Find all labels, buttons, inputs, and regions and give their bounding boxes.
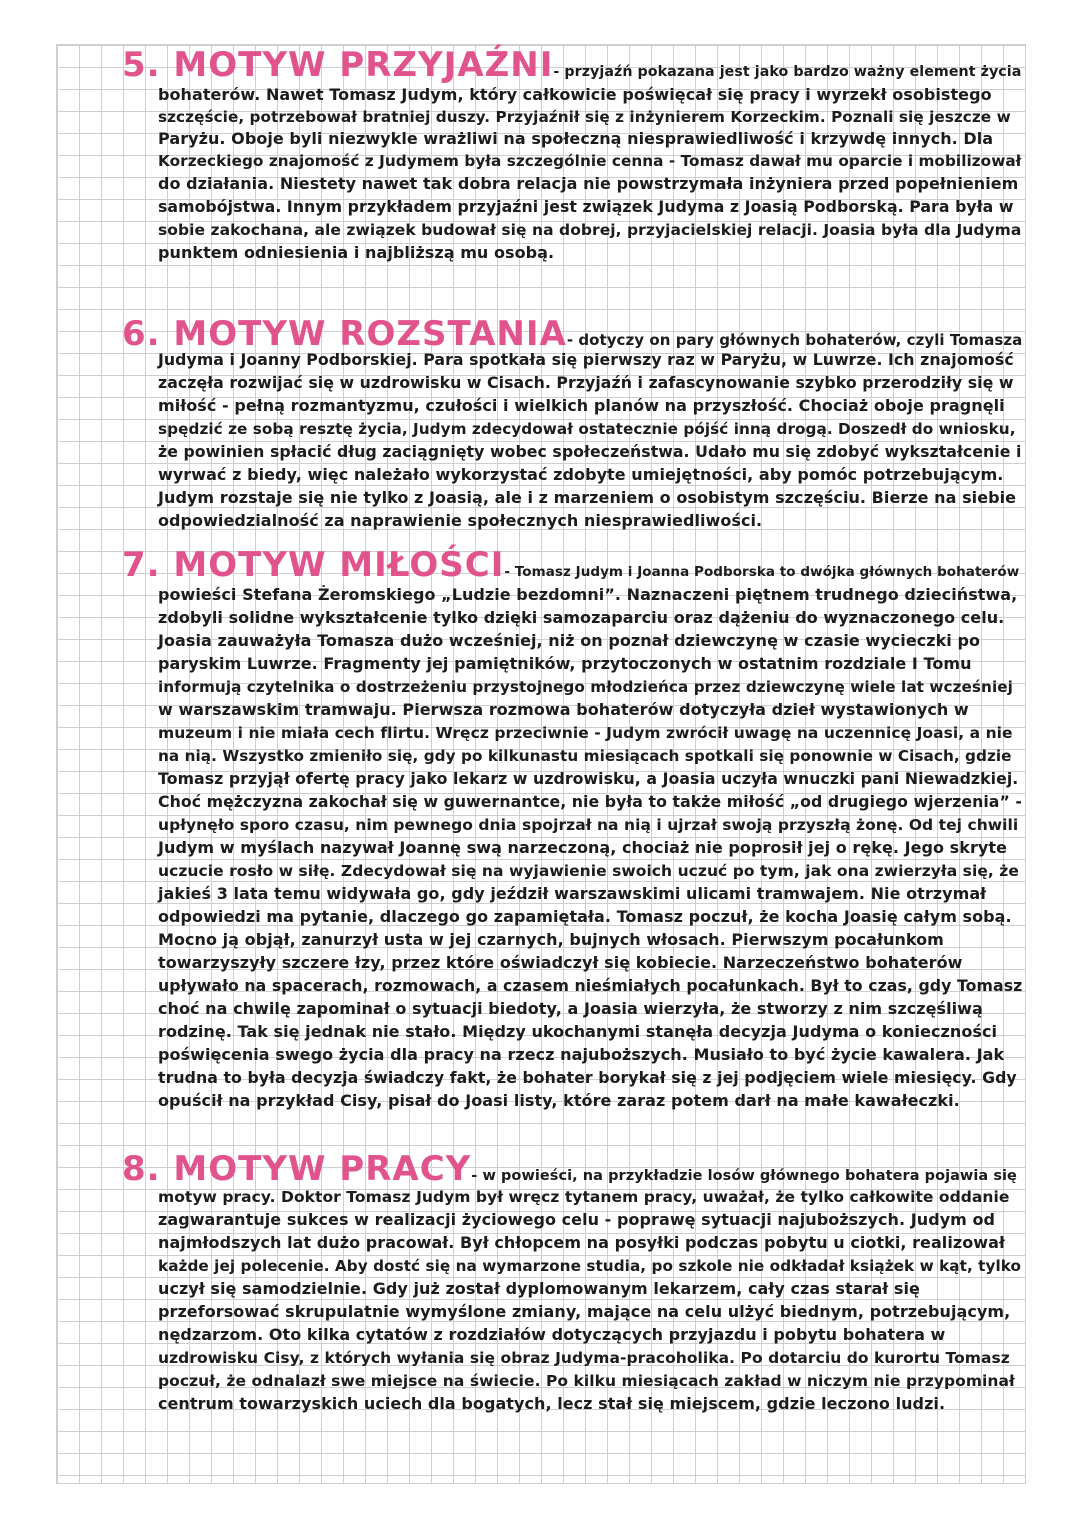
text-line: zaczęła rozwijać się w uzdrowisku w Cisach. Przyjaźń i zafascynowanie szybko przerodziły się w bbox=[158, 373, 1014, 392]
text-line: sobie zakochana, ale związek budował się na dobrej, przyjacielskiej relacji. Joasia była dla Judyma bbox=[158, 221, 1022, 239]
text-line: rodzinę. Tak się jednak nie stało. Między ukochanymi stanęła decyzja Judyma o konieczności bbox=[158, 1022, 998, 1041]
text-line: spędzić ze sobą resztę życia, Judym zdecydował ostatecznie pójść inną drogą. Doszedł do wniosku, bbox=[158, 420, 1016, 438]
text-line: Tomasz przyjął ofertę pracy jako lekarz w uzdrowisku, a Joasia uczyła wnuczki pani Niewadzkiej. bbox=[158, 769, 1019, 788]
text-line: Judym rozstaje się nie tylko z Joasią, ale i z marzeniem o osobistym szczęściu. Bierze na siebie bbox=[158, 488, 1017, 507]
text-line: bohaterów. Nawet Tomasz Judym, który całkowicie poświęcał się pracy i wyrzekł osobistego bbox=[158, 85, 992, 104]
text-line: najmłodszych lat dużo pracował. Był chłopcem na posyłki podczas pobytu u ciotki, realizował bbox=[158, 1233, 1005, 1252]
text-line: zdobyli solidne wykształcenie tylko dzięki samozaparciu oraz dążeniu do wyznaczonego celu. bbox=[158, 608, 1005, 627]
text-line: Choć mężczyzna zakochał się w guwernantce, nie była to także miłość „od drugiego wjerzenia” - bbox=[158, 792, 1022, 811]
text-line: na nią. Wszystko zmieniło się, gdy po kilkunastu miesiącach spotkali się ponownie w Cisach, gdzie bbox=[158, 747, 1012, 765]
text-line: Mocno ją objął, zanurzył usta w jej czarnych, bujnych włosach. Pierwszym pocałunkom bbox=[158, 930, 944, 949]
text-line: nędzarzom. Oto kilka cytatów z rozdziałów dotyczących przyjazdu i pobytu bohatera w bbox=[158, 1325, 946, 1344]
text-line: samobójstwa. Innym przykładem przyjaźni jest związek Judyma z Joasią Podborską. Para była w bbox=[158, 197, 1014, 216]
text-line: - w powieści, na przykładzie losów głównego bohatera pojawia się bbox=[471, 1168, 1017, 1184]
text-line: Paryżu. Oboje byli niezwykle wrażliwi na społeczną niesprawiedliwość i krzywdę innych. Dla bbox=[158, 129, 994, 148]
text-line: towarzyszyły szczere łzy, przez które oświadczył się kobiecie. Narzeczeństwo bohaterów bbox=[158, 953, 963, 972]
text-line: - przyjaźń pokazana jest jako bardzo ważny element życia bbox=[553, 64, 1022, 80]
text-line: wyrwać z biedy, więc należało wykorzystać zdobyte umiejętności, aby pomóc potrzebującym. bbox=[158, 465, 1004, 484]
text-line: Judyma i Joanny Podborskiej. Para spotkała się pierwszy raz w Paryżu, w Luwrze. Ich znajomość bbox=[158, 350, 1014, 369]
text-line: upływało na spacerach, rozmowach, a czasem nieśmiałych pocałunkach. Był to czas, gdy Tomasz bbox=[158, 976, 1023, 995]
section-heading-line bbox=[122, 315, 1022, 353]
text-line: jakieś 3 lata temu widywała go, gdy jeździł warszawskimi ulicami tramwajem. Nie otrzymał bbox=[158, 884, 987, 903]
text-line: odpowiedzi ma pytanie, dlaczego go zapamiętała. Tomasz poczuł, że kocha Joasię całym sobą. bbox=[158, 907, 1012, 926]
text-line: powieści Stefana Żeromskiego „Ludzie bezdomni”. Naznaczeni piętnem trudnego dzieciństwa, bbox=[158, 585, 1018, 604]
section-heading: 7. MOTYW MIŁOŚCI bbox=[122, 545, 505, 585]
section-heading: 5. MOTYW PRZYJAŹNI bbox=[122, 45, 554, 85]
text-line: do działania. Niestety nawet tak dobra relacja nie powstrzymała inżyniera przed popełnieniem bbox=[158, 174, 1019, 193]
text-line: - dotyczy on pary głównych bohaterów, czyli Tomasza bbox=[566, 331, 1023, 349]
text-line: poświęcenia swego życia dla pracy na rzecz najuboższych. Musiało to być życie kawalera. Jak bbox=[158, 1045, 1005, 1064]
section-heading-line bbox=[122, 46, 1021, 84]
text-line: Joasia zauważyła Tomasza dużo wcześniej, niż on poznał dziewczynę w czasie wycieczki po bbox=[158, 631, 981, 650]
text-line: centrum towarzyskich uciech dla bogatych, lecz stał się miejscem, gdzie leczono ludzi. bbox=[158, 1394, 946, 1413]
text-line: uzdrowisku Cisy, z których wyłania się obraz Judyma-pracoholika. Po dotarciu do kurortu Tomasz bbox=[158, 1349, 1010, 1367]
text-line: upłynęło sporo czasu, nim pewnego dnia spojrzał na nią i ujrzał swoją przyszłą żonę. Od tej chwili bbox=[158, 816, 1019, 834]
text-line: opuścił na przykład Cisy, pisał do Joasi listy, które zaraz potem darł na małe kawałeczki. bbox=[158, 1091, 960, 1110]
text-line: uczucie rosło w siłę. Zdecydował się na wyjawienie swoich uczuć po tym, jak ona zwierzyła się, że bbox=[158, 862, 1019, 880]
text-line: uczył się samodzielnie. Gdy już został dyplomowanym lekarzem, cały czas starał się bbox=[158, 1279, 920, 1298]
text-line: choć na chwilę zapominał o sytuacji biedoty, a Joasia wierzyła, że stworzy z nim szczęśliwą bbox=[158, 999, 983, 1018]
section-heading: 6. MOTYW ROZSTANIA bbox=[122, 314, 567, 354]
text-line: muzeum i nie miała cech flirtu. Wręcz przeciwnie - Judym zwrócił uwagę na uczennicę Joasi, a nie bbox=[158, 724, 1013, 742]
text-line: miłość - pełną rozmantyzmu, czułości i wielkich planów na przyszłość. Chociaż oboje pragnęli bbox=[158, 396, 1005, 415]
text-line: poczuł, że odnalazł swe miejsce na świecie. Po kilku miesiącach zakład w niczym nie przypominał bbox=[158, 1372, 1015, 1390]
text-line: zagwarantuje sukces w realizacji życiowego celu - poprawę sytuacji najuboższych. Judym od bbox=[158, 1210, 996, 1229]
text-line: trudna to była decyzja świadczy fakt, że bohater borykał się z jej podjęciem wiele miesięcy. Gdy bbox=[158, 1068, 1017, 1087]
text-line: odpowiedzialność za naprawienie społecznych niesprawiedliwości. bbox=[158, 511, 763, 530]
text-line: informują czytelnika o dostrzeżeniu przystojnego młodzieńca przez dziewczynę wiele lat wcześniej bbox=[158, 678, 1013, 696]
text-line: w warszawskim tramwaju. Pierwsza rozmowa bohaterów dotyczyła dzieł wystawionych w bbox=[158, 700, 969, 719]
text-line: - Tomasz Judym i Joanna Podborska to dwójka głównych bohaterów bbox=[504, 564, 1020, 580]
text-line: Korzeckiego znajomość z Judymem była szczególnie cenna - Tomasz dawał mu oparcie i mobilizował bbox=[158, 152, 1022, 170]
text-line: każde jej polecenie. Aby dostć się na wymarzone studia, po szkole nie odkładał książek w kąt, tylko bbox=[158, 1257, 1022, 1275]
text-line: motyw pracy. Doktor Tomasz Judym był wręcz tytanem pracy, uważał, że tylko całkowite oddanie bbox=[158, 1188, 1010, 1206]
text-line: paryskim Luwrze. Fragmenty jej pamiętników, przytoczonych w ostatnim rozdziale I Tomu bbox=[158, 654, 972, 673]
text-line: Judym w myślach nazywał Joannę swą narzeczoną, chociaż nie poprosił jej o rękę. Jego skryte bbox=[158, 838, 1007, 857]
section-heading: 8. MOTYW PRACY bbox=[122, 1149, 472, 1189]
text-line: punktem odniesienia i najbliższą mu osobą. bbox=[158, 243, 555, 262]
section-heading-line bbox=[122, 1150, 1017, 1188]
text-line: że powinien spłacić dług zaciągnięty wobec społeczeństwa. Udało mu się zdobyć wykształcenie i bbox=[158, 442, 1022, 461]
text-line: przeforsować skrupulatnie wymyślone zmiany, mające na celu ulżyć biednym, potrzebującym, bbox=[158, 1302, 1011, 1321]
section-heading-line bbox=[122, 546, 1019, 584]
text-line: szczęście, potrzebował bratniej duszy. Przyjaźnił się z inżynierem Korzeckim. Poznali się jeszcze w bbox=[158, 108, 1011, 126]
